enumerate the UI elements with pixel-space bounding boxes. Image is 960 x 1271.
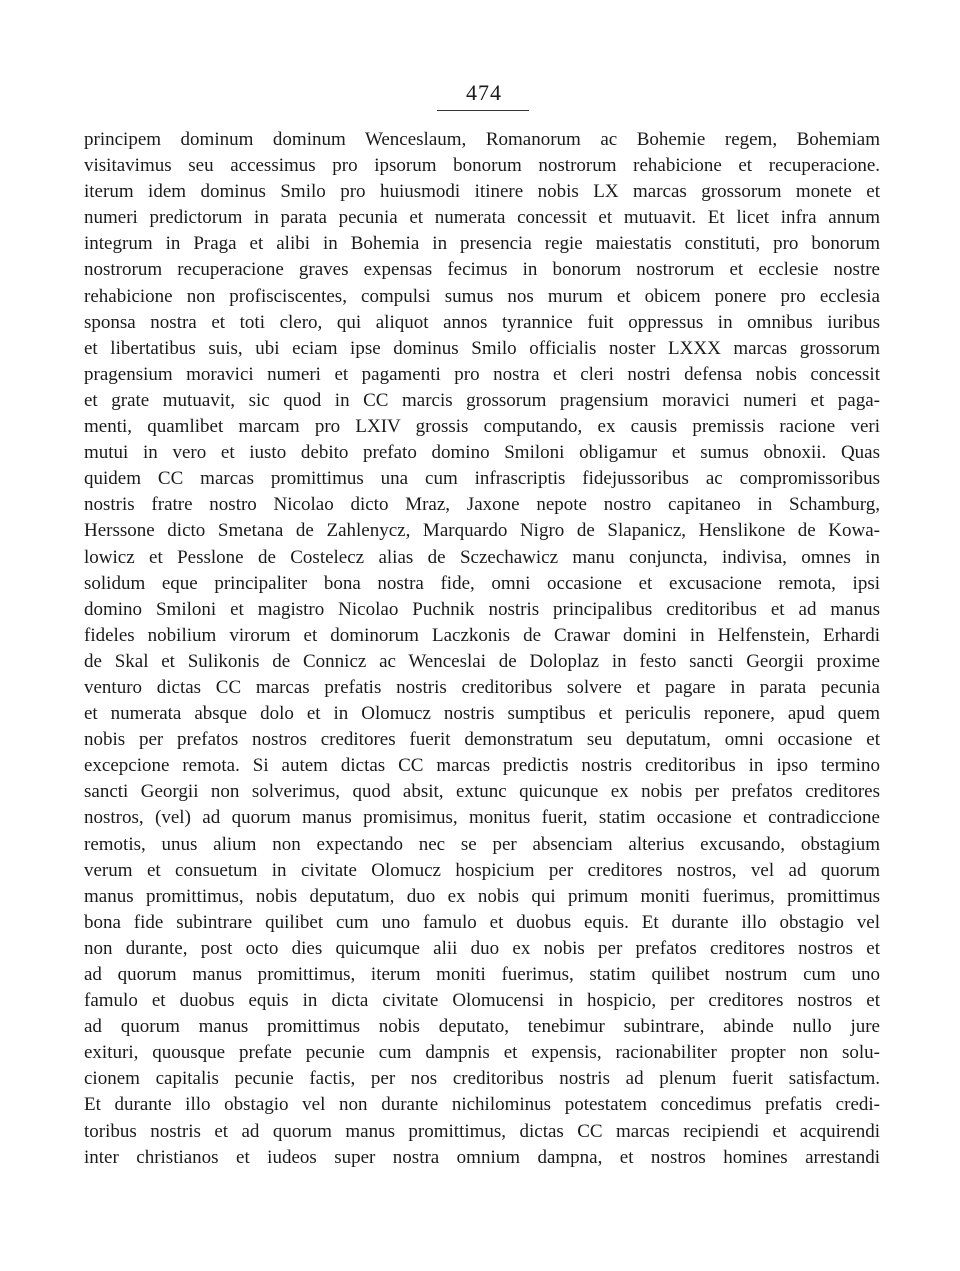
text-line: rehabicione non profisciscentes, compulsi sumus nos murum et obicem ponere pro ecclesia xyxy=(84,285,880,307)
text-line: visitavimus seu accessimus pro ipsorum bonorum nostrorum rehabicione et recuperacione. xyxy=(84,155,880,177)
text-line: inter christianos et iudeos super nostra omnium dampna, et nostros homines arrestandi xyxy=(84,1146,880,1168)
text-line: manus promittimus, nobis deputatum, duo ex nobis qui primum moniti fuerimus, promittimus xyxy=(84,885,880,907)
text-line: excepcione remota. Si autem dictas CC marcas predictis nostris creditoribus in ipso termino xyxy=(84,755,880,777)
text-line: exituri, quousque prefate pecunie cum dampnis et expensis, racionabiliter propter non solu- xyxy=(84,1042,880,1064)
body-text xyxy=(84,127,880,1171)
text-line: Et durante illo obstagio vel non durante nichilominus potestatem concedimus prefatis credi- xyxy=(84,1094,880,1116)
text-line: de Skal et Sulikonis de Connicz ac Wenceslai de Doloplaz in festo sancti Georgii proxime xyxy=(84,650,880,672)
text-line: nostrorum recuperacione graves expensas fecimus in bonorum nostrorum et ecclesie nostre xyxy=(84,259,880,281)
text-line: cionem capitalis pecunie factis, per nos creditoribus nostris ad plenum fuerit satisfactum. xyxy=(84,1068,880,1090)
header-rule xyxy=(437,110,529,111)
text-line: nostros, (vel) ad quorum manus promisimus, monitus fuerit, statim occasione et contradiccione xyxy=(84,807,880,829)
text-line: iterum idem dominus Smilo pro huiusmodi itinere nobis LX marcas grossorum monete et xyxy=(84,181,880,203)
text-line: non durante, post octo dies quicumque alii duo ex nobis per prefatos creditores nostros et xyxy=(84,937,880,959)
text-line: sancti Georgii non solverimus, quod absit, extunc quicunque ex nobis per prefatos creditores xyxy=(84,781,880,803)
text-line: et numerata absque dolo et in Olomucz nostris sumptibus et periculis reponere, apud quem xyxy=(84,703,880,725)
text-line: venturo dictas CC marcas prefatis nostris creditoribus solvere et pagare in parata pecunia xyxy=(84,676,880,698)
text-line: integrum in Praga et alibi in Bohemia in presencia regie maiestatis constituti, pro bonorum xyxy=(84,233,880,255)
text-line: mutui in vero et iusto debito prefato domino Smiloni obligamur et sumus obnoxii. Quas xyxy=(84,442,880,464)
text-line: toribus nostris et ad quorum manus promittimus, dictas CC marcas recipiendi et acquirendi xyxy=(84,1120,880,1142)
text-line: menti, quamlibet marcam pro LXIV grossis computando, ex causis premissis racione veri xyxy=(84,416,880,438)
text-line: solidum eque principaliter bona nostra fide, omni occasione et excusacione remota, ipsi xyxy=(84,572,880,594)
text-line: et libertatibus suis, ubi eciam ipse dominus Smilo officialis noster LXXX marcas grossorum xyxy=(84,337,880,359)
text-line: quidem CC marcas promittimus una cum infrascriptis fidejussoribus ac compromissoribus xyxy=(84,468,880,490)
text-line: domino Smiloni et magistro Nicolao Puchnik nostris principalibus creditoribus et ad manus xyxy=(84,598,880,620)
text-line: numeri predictorum in parata pecunia et numerata concessit et mutuavit. Et licet infra annum xyxy=(84,207,880,229)
text-line: ad quorum manus promittimus nobis deputato, tenebimur subintrare, abinde nullo jure xyxy=(84,1016,880,1038)
text-line: et grate mutuavit, sic quod in CC marcis grossorum pragensium moravici numeri et paga- xyxy=(84,389,880,411)
text-line: famulo et duobus equis in dicta civitate Olomucensi in hospicio, per creditores nostros et xyxy=(84,990,880,1012)
text-line: verum et consuetum in civitate Olomucz hospicium per creditores nostros, vel ad quorum xyxy=(84,859,880,881)
text-line: principem dominum dominum Wenceslaum, Romanorum ac Bohemie regem, Bohemiam xyxy=(84,129,880,150)
text-line: nobis per prefatos nostros creditores fuerit demonstratum seu deputatum, omni occasione et xyxy=(84,729,880,751)
page-header xyxy=(0,80,960,106)
text-line: remotis, unus alium non expectando nec se per absenciam alterius excusando, obstagium xyxy=(84,833,880,855)
text-line: sponsa nostra et toti clero, qui aliquot annos tyrannice fuit oppressus in omnibus iuribus xyxy=(84,311,880,333)
text-line: lowicz et Pesslone de Costelecz alias de Sczechawicz manu conjuncta, indivisa, omnes in xyxy=(84,546,880,568)
text-line: Herssone dicto Smetana de Zahlenycz, Marquardo Nigro de Slapanicz, Henslikone de Kowa- xyxy=(84,520,880,542)
text-line: bona fide subintrare quilibet cum uno famulo et duobus equis. Et durante illo obstagio vel xyxy=(84,911,880,933)
text-line: pragensium moravici numeri et pagamenti pro nostra et cleri nostri defensa nobis concessit xyxy=(84,363,880,385)
text-line: nostris fratre nostro Nicolao dicto Mraz, Jaxone nepote nostro capitaneo in Schamburg, xyxy=(84,494,880,516)
page-number: 474 xyxy=(466,80,502,105)
text-line: ad quorum manus promittimus, iterum moniti fuerimus, statim quilibet nostrum cum uno xyxy=(84,964,880,985)
text-line: fideles nobilium virorum et dominorum Laczkonis de Crawar domini in Helfenstein, Erhardi xyxy=(84,624,880,646)
